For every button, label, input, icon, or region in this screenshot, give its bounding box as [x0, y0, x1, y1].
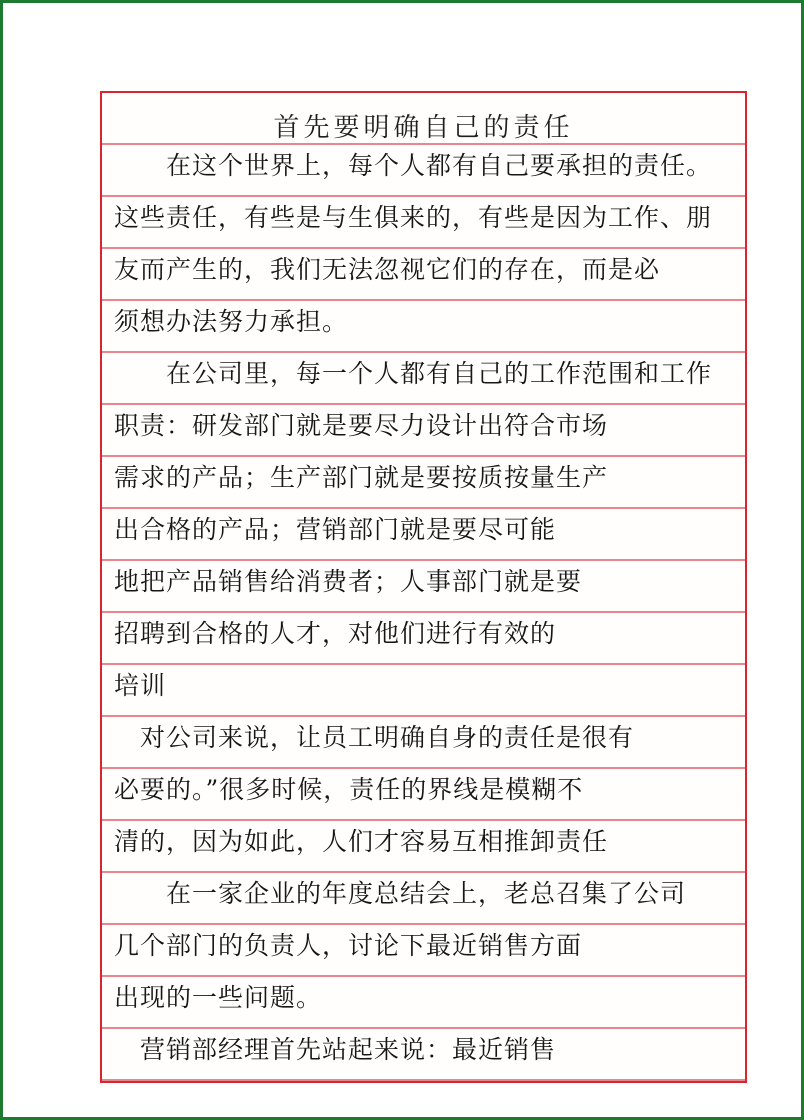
text-line: 友而产生的，我们无法忽视它们的存在，而是必 — [114, 255, 661, 284]
text-line: 必要的。”很多时候，责任的界线是模糊不 — [114, 775, 584, 804]
text-line: 招聘到合格的人才，对他们进行有效的 — [114, 619, 557, 648]
essay-title: 首先要明确自己的责任 — [273, 113, 574, 143]
text-line: 在这个世界上，每个人都有自己要承担的责任。 — [114, 151, 713, 180]
text-line: 在一家企业的年度总结会上，老总召集了公司 — [114, 879, 687, 908]
text-line: 对公司来说，让员工明确自身的责任是很有 — [114, 723, 635, 752]
text-line: 职责：研发部门就是要尽力设计出符合市场 — [114, 411, 609, 440]
text-line: 需求的产品；生产部门就是要按质按量生产 — [114, 463, 609, 492]
text-line: 出现的一些问题。 — [114, 983, 323, 1012]
text-line: 几个部门的负责人，讨论下最近销售方面 — [114, 931, 583, 960]
text-line: 地把产品销售给消费者；人事部门就是要 — [114, 567, 583, 596]
text-line: 培训 — [114, 671, 167, 700]
text-line: 出合格的产品；营销部门就是要尽可能 — [114, 515, 557, 544]
ruled-writing-sheet — [100, 91, 747, 1083]
text-line: 营销部经理首先站起来说：最近销售 — [114, 1035, 557, 1064]
text-line: 在公司里，每一个人都有自己的工作范围和工作 — [114, 359, 713, 388]
text-line: 这些责任，有些是与生俱来的，有些是因为工作、朋 — [114, 203, 713, 232]
text-line: 须想办法努力承担。 — [114, 307, 349, 336]
text-line: 清的，因为如此，人们才容易互相推卸责任 — [114, 827, 609, 856]
